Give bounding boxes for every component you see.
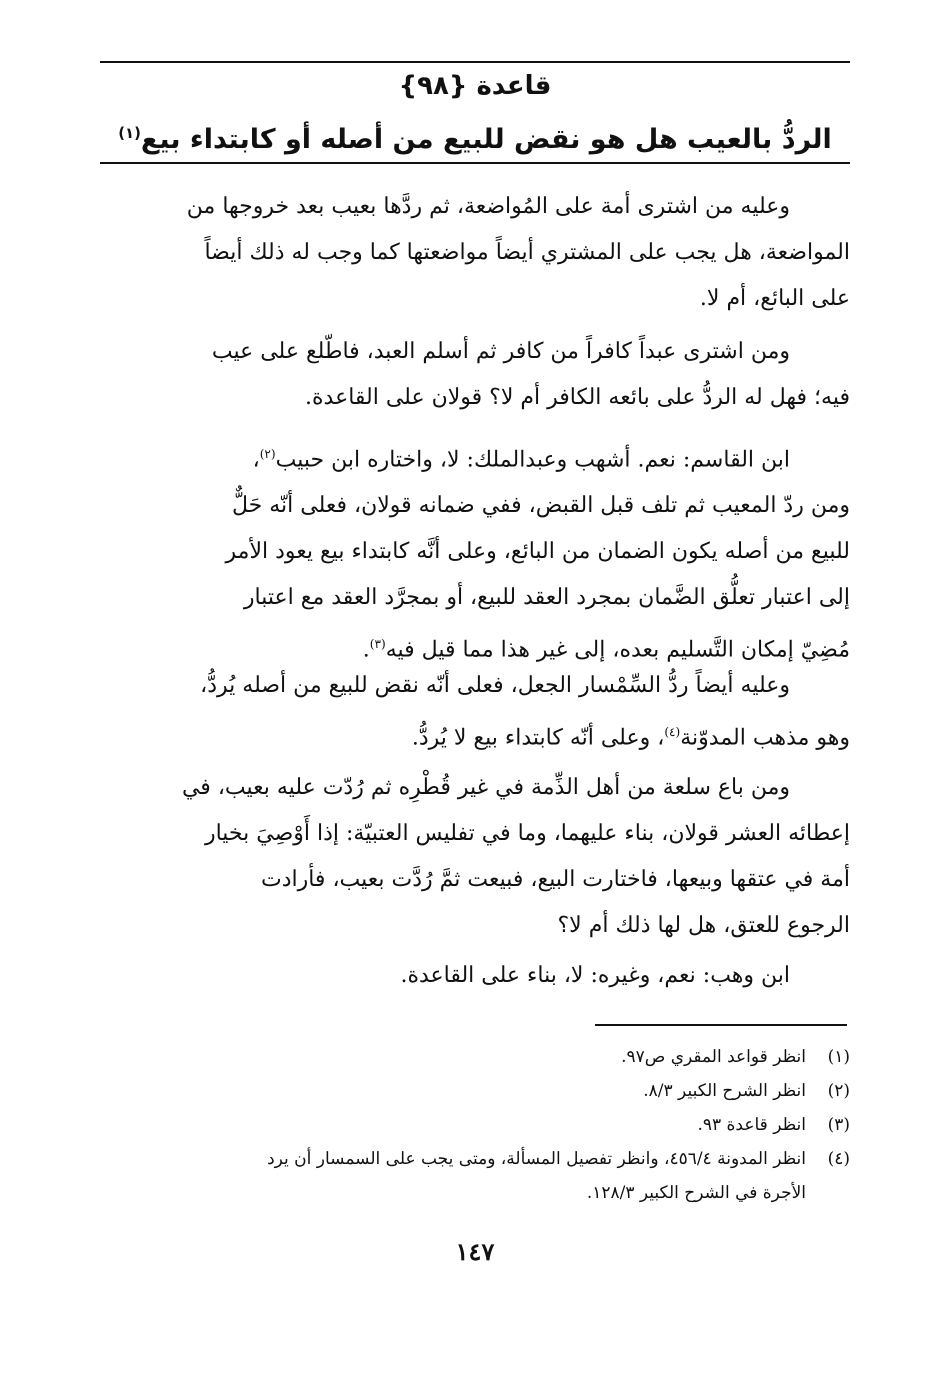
footnote-text: انظر قاعدة ٩٣. bbox=[697, 1115, 806, 1135]
heading-footnote-ref: (١) bbox=[118, 124, 141, 142]
footnote-item bbox=[100, 1040, 850, 1074]
text-line: على البائع، أم لا. bbox=[699, 286, 850, 311]
text-line: وعليه أيضاً ردُّ السِّمْسار الجعل، فعلى أنّه نقض للبيع من أصله يُردُّ، bbox=[200, 673, 790, 698]
paragraph-5 bbox=[102, 765, 850, 949]
top-rule bbox=[100, 61, 850, 63]
text-line: وعليه من اشترى أمة على المُواضعة، ثم ردَّها بعيب بعد خروجها من bbox=[186, 194, 790, 219]
footnote-item bbox=[100, 1074, 850, 1108]
text-line: إلى اعتبار تعلُّق الضَّمان بمجرد العقد للبيع، أو بمجرَّد العقد مع اعتبار bbox=[243, 585, 850, 611]
text-line: للبيع من أصله يكون الضمان من البائع، وعلى أنَّه كابتداء بيع يعود الأمر bbox=[225, 539, 850, 565]
text-line: فيه؛ فهل له الردُّ على بائعه الكافر أم لا؟ قولان على القاعدة. bbox=[305, 385, 850, 410]
paragraph-3 bbox=[102, 431, 850, 674]
text-line: إعطائه العشر قولان، بناء عليهما، وما في تفليس العتبيّة: إذا أَوْصِيَ بخيار bbox=[204, 821, 850, 846]
footnote-text: انظر قواعد المقري ص٩٧. bbox=[621, 1047, 806, 1067]
text-line: ابن وهب: نعم، وغيره: لا، بناء على القاعدة. bbox=[400, 963, 790, 988]
footnote-text: الأجرة في الشرح الكبير ١٢٨/٣. bbox=[586, 1183, 806, 1203]
heading-text: الردُّ بالعيب هل هو نقض للبيع من أصله أو كابتداء بيع bbox=[140, 124, 832, 155]
footnote-ref: (٣) bbox=[369, 637, 386, 652]
footnote-number: (٢) bbox=[827, 1081, 850, 1101]
text-line: الرجوع للعتق، هل لها ذلك أم لا؟ bbox=[557, 913, 850, 938]
footnote-number: (١) bbox=[827, 1047, 850, 1067]
page-number: ١٤٧ bbox=[455, 1237, 495, 1266]
footnote-number: (٣) bbox=[827, 1115, 850, 1135]
footnote-separator bbox=[595, 1024, 847, 1026]
page-heading bbox=[100, 110, 850, 163]
text-line: مُضِيّ إمكان التَّسليم بعده، إلى غير هذا مما قيل فيه$^{(٣)}$. bbox=[362, 637, 850, 663]
footnote-text: انظر الشرح الكبير ٨/٣. bbox=[643, 1081, 806, 1101]
text-line: المواضعة، هل يجب على المشتري أيضاً مواضعتها كما وجب له ذلك أيضاً bbox=[204, 240, 850, 265]
paragraph-6 bbox=[102, 953, 850, 999]
heading-rule bbox=[100, 162, 850, 164]
footnote-text: انظر المدونة ٤٥٦/٤، وانظر تفصيل المسألة، ومتى يجب على السمسار أن يرد bbox=[267, 1149, 806, 1169]
paragraph-4 bbox=[102, 663, 850, 761]
footnote-item bbox=[100, 1142, 850, 1210]
footnote-item bbox=[100, 1108, 850, 1142]
rule-number-title: قاعدة {٩٨} bbox=[398, 71, 552, 101]
text-line: ومن ردّ المعيب ثم تلف قبل القبض، ففي ضمانه قولان، فعلى أنّه حَلٌّ bbox=[231, 493, 850, 519]
text-line: أمة في عتقها وبيعها، فاختارت البيع، فبيعت ثمَّ رُدَّت بعيب، فأرادت bbox=[260, 867, 850, 892]
text-line: ومن اشترى عبداً كافراً من كافر ثم أسلم العبد، فاطّلع على عيب bbox=[211, 339, 790, 364]
text-line: وهو مذهب المدوّنة$^{(٤)}$، وعلى أنّه كابتداء بيع لا يُردُّ. bbox=[411, 725, 850, 751]
footnote-number: (٤) bbox=[827, 1149, 850, 1169]
footnote-ref: (٤) bbox=[664, 725, 681, 739]
paragraph-1 bbox=[102, 184, 850, 322]
paragraph-2 bbox=[102, 329, 850, 421]
footnote-ref: (٢) bbox=[259, 447, 276, 461]
footnotes bbox=[100, 1040, 850, 1210]
text-line: ابن القاسم: نعم. أشهب وعبدالملك: لا، واختاره ابن حبيب$^{(٢)}$، bbox=[252, 447, 790, 473]
text-line: ومن باع سلعة من أهل الذِّمة في غير قُطْرِه ثم رُدّت عليه بعيب، في bbox=[181, 775, 790, 800]
